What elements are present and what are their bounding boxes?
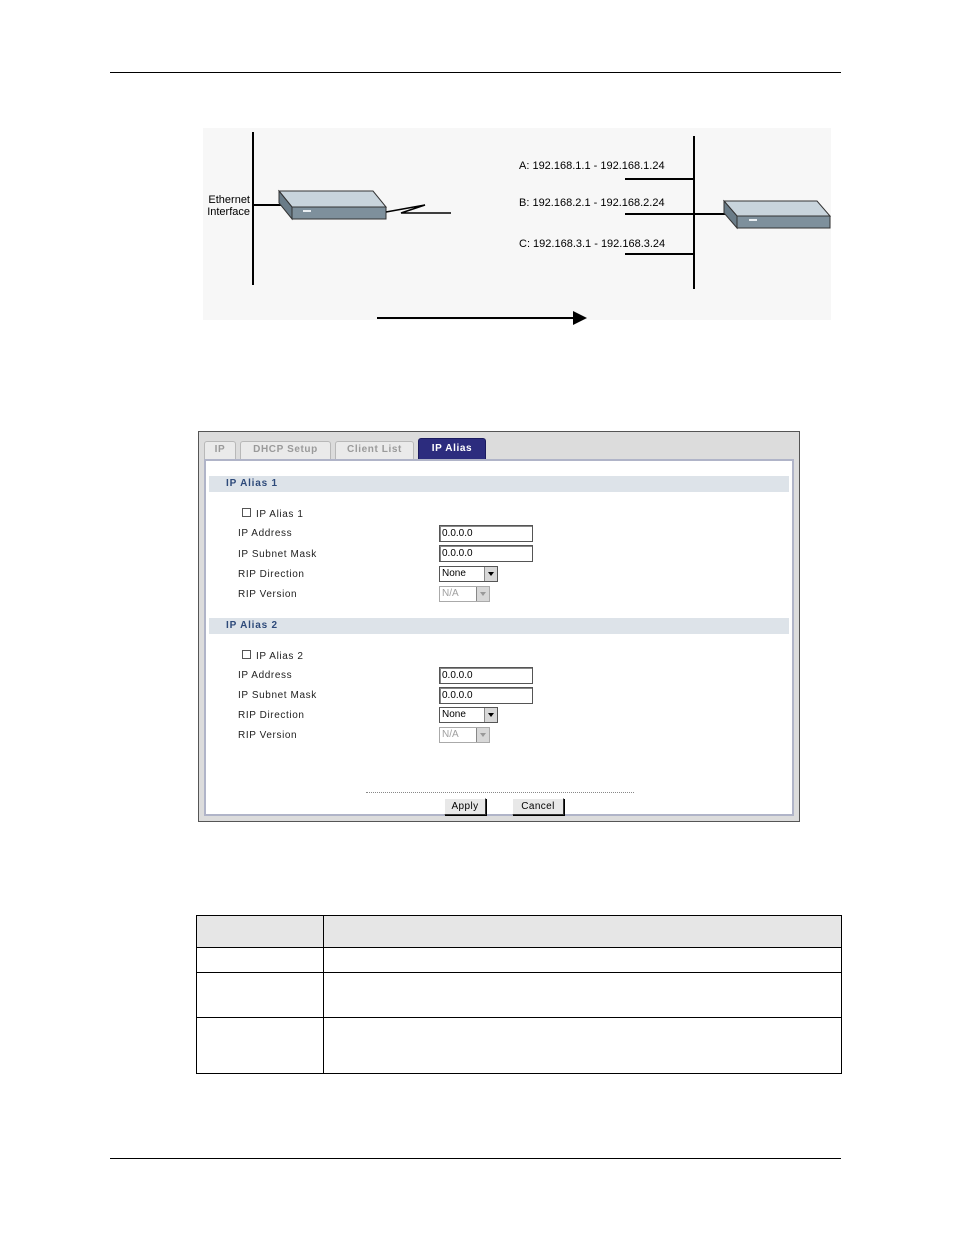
chevron-down-icon[interactable] xyxy=(484,567,497,581)
range-b-label: B: 192.168.2.1 - 192.168.2.24 xyxy=(519,197,665,209)
ip-alias-2-rip-version-select[interactable] xyxy=(439,727,490,743)
ip-alias-1-section-header xyxy=(209,476,789,492)
ip-alias-1-subnet-input[interactable]: 0.0.0.0 xyxy=(439,545,533,562)
ip-alias-screen xyxy=(198,431,800,822)
chevron-down-icon[interactable] xyxy=(476,587,489,601)
ip-alias-1-rip-direction-value: None xyxy=(442,568,466,579)
ip-alias-network-diagram xyxy=(203,128,833,328)
apply-button[interactable]: Apply xyxy=(444,798,486,815)
ip-alias-2-checkbox-label: IP Alias 2 xyxy=(256,651,304,662)
router-device-icon xyxy=(279,191,386,219)
ethernet-label-line2: Interface xyxy=(207,206,250,218)
table-row xyxy=(197,948,842,973)
table-header-cell xyxy=(197,916,324,948)
table-cell xyxy=(324,1018,842,1074)
ip-alias-1-section-title: IP Alias 1 xyxy=(226,478,278,489)
header-rule xyxy=(110,72,841,73)
ip-alias-1-ip-address-input[interactable]: 0.0.0.0 xyxy=(439,525,533,542)
ip-alias-1-subnet-label: IP Subnet Mask xyxy=(238,549,317,560)
tab-dhcp-setup[interactable]: DHCP Setup xyxy=(240,441,331,459)
ip-alias-1-ip-address-label: IP Address xyxy=(238,528,293,539)
table-cell xyxy=(197,973,324,1018)
table-row xyxy=(197,1018,842,1074)
wan-zigzag-link xyxy=(386,205,451,213)
table-cell xyxy=(324,973,842,1018)
ethernet-interface-label xyxy=(203,194,250,218)
ip-alias-2-subnet-label: IP Subnet Mask xyxy=(238,690,317,701)
lan-device-icon xyxy=(724,201,830,228)
ip-alias-2-section-header xyxy=(209,618,789,634)
ip-alias-2-section-title: IP Alias 2 xyxy=(226,620,278,631)
ip-alias-2-rip-version-value: N/A xyxy=(442,729,459,740)
chevron-down-icon[interactable] xyxy=(476,728,489,742)
ip-alias-2-rip-version-label: RIP Version xyxy=(238,730,298,741)
range-c-label: C: 192.168.3.1 - 192.168.3.24 xyxy=(519,238,666,250)
table-row xyxy=(197,973,842,1018)
ip-alias-2-ip-address-label: IP Address xyxy=(238,670,293,681)
tab-ip[interactable]: IP xyxy=(204,441,236,459)
ip-alias-1-rip-version-label: RIP Version xyxy=(238,589,298,600)
ip-alias-2-subnet-input[interactable]: 0.0.0.0 xyxy=(439,687,533,704)
diagram-graphics xyxy=(203,128,833,328)
ethernet-label-line1: Ethernet xyxy=(208,194,250,206)
tab-client-list[interactable]: Client List xyxy=(335,441,414,459)
range-a-label: A: 192.168.1.1 - 192.168.1.24 xyxy=(519,160,665,172)
ip-alias-1-checkbox-label: IP Alias 1 xyxy=(256,509,304,520)
cancel-button[interactable]: Cancel xyxy=(512,798,564,815)
ip-alias-1-rip-version-value: N/A xyxy=(442,588,459,599)
table-cell xyxy=(324,948,842,973)
ip-alias-2-rip-direction-value: None xyxy=(442,709,466,720)
button-divider xyxy=(366,792,634,793)
ip-alias-1-checkbox[interactable] xyxy=(242,508,251,517)
ip-alias-2-rip-direction-label: RIP Direction xyxy=(238,710,305,721)
ip-alias-2-ip-address-input[interactable]: 0.0.0.0 xyxy=(439,667,533,684)
footer-rule xyxy=(110,1158,841,1159)
field-description-table xyxy=(196,915,842,1074)
tab-ip-alias[interactable]: IP Alias xyxy=(418,438,486,459)
direction-arrow-head xyxy=(573,311,587,325)
ip-alias-1-rip-direction-label: RIP Direction xyxy=(238,569,305,580)
ip-alias-1-rip-version-select[interactable] xyxy=(439,586,490,602)
ip-alias-form xyxy=(204,459,794,816)
chevron-down-icon[interactable] xyxy=(484,708,497,722)
table-header-row xyxy=(197,916,842,948)
ip-alias-2-rip-direction-select[interactable] xyxy=(439,707,498,723)
ip-alias-1-rip-direction-select[interactable] xyxy=(439,566,498,582)
table-cell xyxy=(197,1018,324,1074)
table-cell xyxy=(197,948,324,973)
ip-alias-2-checkbox[interactable] xyxy=(242,650,251,659)
table-header-cell xyxy=(324,916,842,948)
